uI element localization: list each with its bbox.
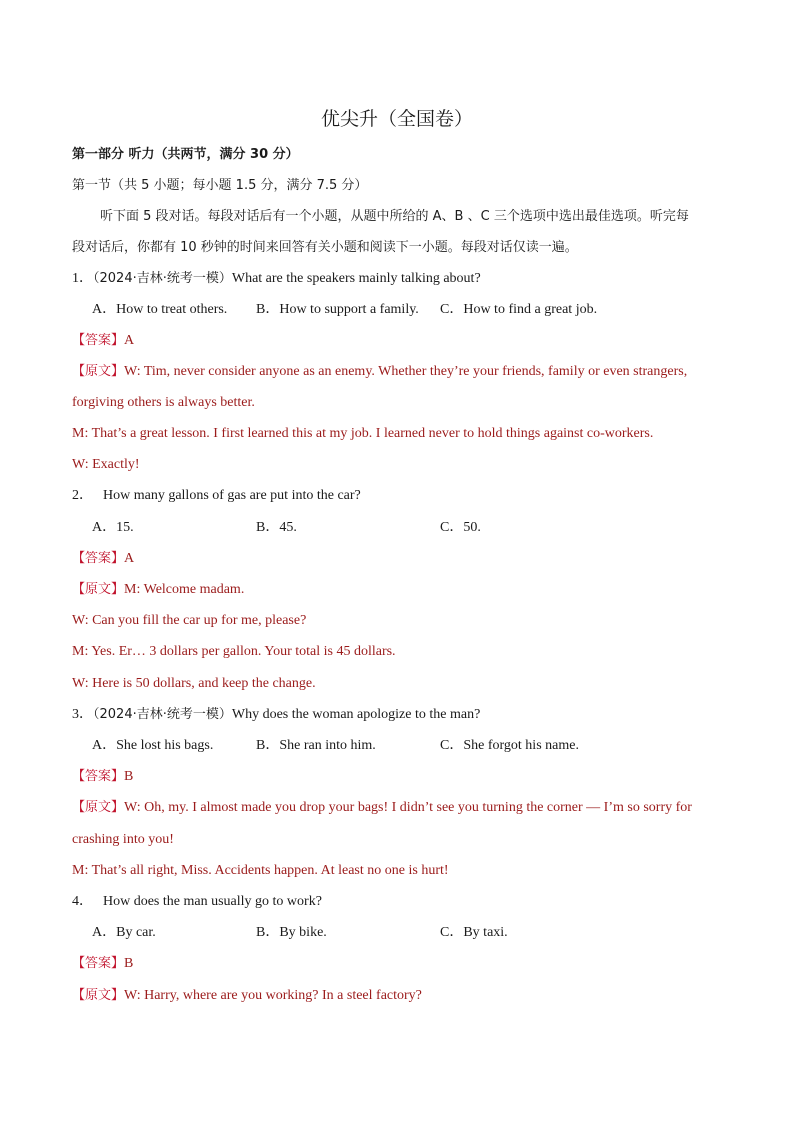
question-source: （2024·吉林·统考一模） [93, 707, 232, 722]
transcript-line: W: Exactly! [72, 457, 140, 472]
option-a: A．15. [92, 520, 134, 535]
transcript-line: 【原文】W: Tim, never consider anyone as an enemy. Whether they’re your friends, family or even strangers, [72, 364, 688, 379]
instructions-line-2: 段对话后，你都有 10 秒钟的时间来回答有关小题和阅读下一小题。每段对话仅读一遍。 [72, 240, 578, 255]
option-b: B．By bike. [256, 925, 327, 940]
part-heading: 第一部分 听力（共两节，满分 30 分） [72, 147, 299, 162]
answer-value: A [124, 333, 135, 348]
question-source: （2024·吉林·统考一模） [93, 271, 232, 286]
transcript-line: 【原文】W: Harry, where are you working? In a steel factory? [72, 988, 422, 1003]
answer-label: 【答案】 [72, 333, 125, 348]
option-c: C．By taxi. [440, 925, 508, 940]
transcript-line: 【原文】W: Oh, my. I almost made you drop your bags! I didn’t see you turning the corner — I’m so sorry for [72, 800, 692, 815]
answer-value: B [124, 956, 134, 971]
option-b: B．How to support a family. [256, 302, 419, 317]
question-number: 3． [72, 707, 93, 722]
answer-row [72, 767, 133, 787]
option-b: B．45. [256, 520, 297, 535]
transcript-line: M: That’s all right, Miss. Accidents happen. At least no one is hurt! [72, 863, 449, 878]
answer-value: B [124, 769, 134, 784]
answer-row [72, 954, 133, 974]
option-b: B．She ran into him. [256, 738, 376, 753]
answer-row [72, 331, 134, 351]
original-label: 【原文】 [72, 800, 125, 815]
option-c: C．How to find a great job. [440, 302, 598, 317]
question-number: 4． [72, 894, 93, 909]
transcript-line: forgiving others is always better. [72, 395, 255, 410]
question-number: 1． [72, 271, 93, 286]
transcript-line: M: Yes. Er… 3 dollars per gallon. Your total is 45 dollars. [72, 644, 396, 659]
transcript-line: W: Here is 50 dollars, and keep the change. [72, 676, 316, 691]
transcript-line: crashing into you! [72, 832, 174, 847]
instructions-line-1: 听下面 5 段对话。每段对话后有一个小题，从题中所给的 A、B 、C 三个选项中选出最佳选项。听完每 [100, 209, 689, 224]
answer-label: 【答案】 [72, 769, 125, 784]
option-c: C．50. [440, 520, 481, 535]
question-text: What are the speakers mainly talking about? [231, 271, 481, 286]
page-title: 优尖升（全国卷） [320, 108, 473, 130]
original-label: 【原文】 [72, 364, 125, 379]
transcript-line: W: Can you fill the car up for me, please? [72, 613, 307, 628]
option-a: A．How to treat others. [92, 302, 228, 317]
section-heading: 第一节（共 5 小题；每小题 1.5 分，满分 7.5 分） [72, 178, 368, 193]
answer-label: 【答案】 [72, 551, 125, 566]
question-3 [72, 705, 480, 725]
option-c: C．She forgot his name. [440, 738, 579, 753]
option-a: A．By car. [92, 925, 156, 940]
question-4 [72, 892, 322, 912]
question-1 [72, 269, 481, 289]
original-label: 【原文】 [72, 988, 125, 1003]
answer-row [72, 549, 134, 569]
question-text: How does the man usually go to work? [103, 894, 322, 909]
transcript-line: 【原文】M: Welcome madam. [72, 582, 245, 597]
answer-label: 【答案】 [72, 956, 125, 971]
question-number: 2． [72, 488, 93, 503]
option-a: A．She lost his bags. [92, 738, 214, 753]
question-2 [72, 486, 361, 506]
original-label: 【原文】 [72, 582, 125, 597]
transcript-line: M: That’s a great lesson. I first learned this at my job. I learned never to hold things against co-workers. [72, 426, 654, 441]
question-text: Why does the woman apologize to the man? [231, 707, 481, 722]
question-text: How many gallons of gas are put into the car? [103, 488, 361, 503]
answer-value: A [124, 551, 135, 566]
